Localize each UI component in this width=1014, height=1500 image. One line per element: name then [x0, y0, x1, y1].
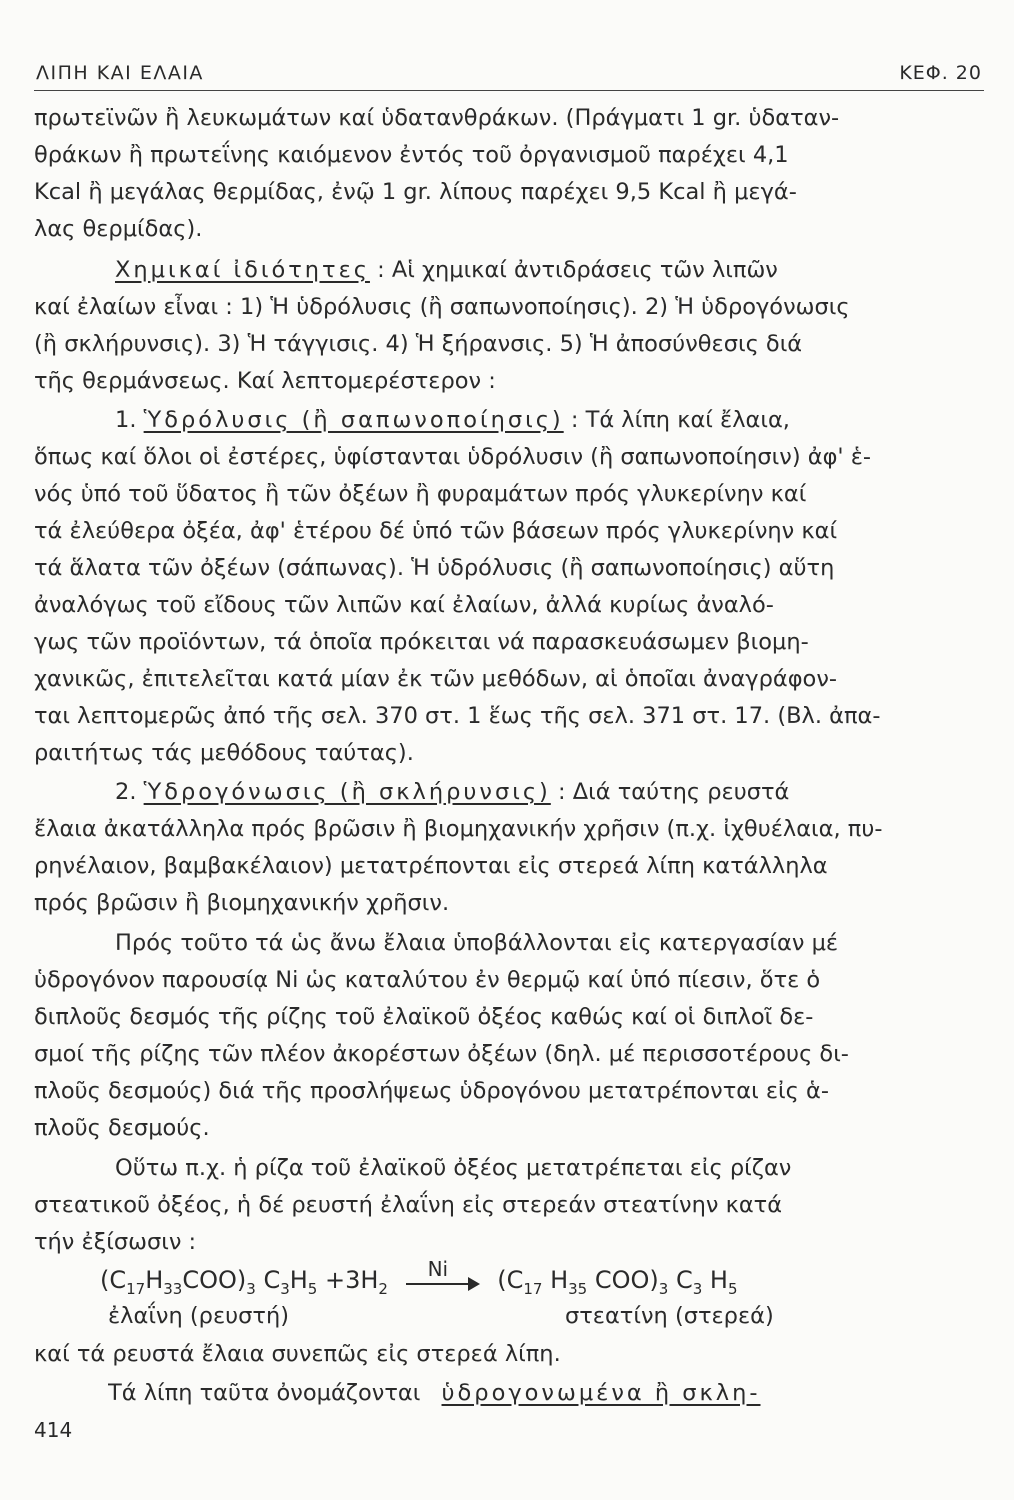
- eq-subscript: 17: [523, 1279, 543, 1298]
- text-line: ἀναλόγως τοῦ εἴδους τῶν λιπῶν καί ἐλαίων, ἀλλά κυρίως ἀναλό-: [34, 592, 774, 618]
- text-line: στεατικοῦ ὀξέος, ἡ δέ ρευστή ἐλαΐνη εἰς στερεάν στεατίνην κατά: [34, 1192, 783, 1218]
- text-line: γως τῶν προϊόντων, τά ὁποῖα πρόκειται νά παρασκευάσωμεν βιομη-: [34, 629, 809, 655]
- chapter-label: ΚΕΦ. 20: [899, 62, 982, 84]
- eq-text: COO): [182, 1266, 247, 1294]
- eq-subscript: 17: [126, 1279, 146, 1298]
- text-line: ρηνέλαιον, βαμβακέλαιον) μετατρέπονται εἰς στερεά λίπη κατάλληλα: [34, 853, 828, 879]
- text-line: τά ἐλεύθερα ὀξέα, ἀφ' ἑτέρου δέ ὑπό τῶν βάσεων πρός γλυκερίνην καί: [34, 518, 838, 544]
- text-line: χανικῶς, ἐπιτελεῖται κατά μίαν ἐκ τῶν μεθόδων, αἱ ὁποῖαι ἀναγράφον-: [34, 666, 838, 692]
- eq-subscript: 5: [727, 1279, 738, 1298]
- subsection-heading: Ὑδρογόνωσις (ἢ σκλήρυνσις): [143, 779, 551, 805]
- text-span: : Αἱ χημικαί ἀντιδράσεις τῶν λιπῶν: [377, 257, 778, 283]
- text-line: καί ἐλαίων εἶναι : 1) Ἡ ὑδρόλυσις (ἢ σαπωνοποίησις). 2) Ἡ ὑδρογόνωσις: [34, 294, 850, 320]
- text-span: : Διά ταύτης ρευστά: [557, 779, 790, 805]
- text-line: ἔλαια ἀκατάλληλα πρός βρῶσιν ἢ βιομηχανικήν χρῆσιν (π.χ. ἰχθυέλαια, πυ-: [34, 816, 883, 842]
- page-number: 414: [34, 1418, 73, 1442]
- subsection-number: 2.: [115, 779, 137, 805]
- section-intro-line: [115, 252, 985, 288]
- subsection-heading: Ὑδρόλυσις (ἢ σαπωνοποίησις): [143, 407, 564, 433]
- eq-text: H: [145, 1266, 164, 1294]
- eq-text: H: [542, 1266, 569, 1294]
- text-line: ραιτήτως τάς μεθόδους ταύτας).: [34, 740, 414, 766]
- eq-text: COO): [587, 1266, 659, 1294]
- text-span: : Τά λίπη καί ἔλαια,: [570, 407, 790, 433]
- text-line: τά ἅλατα τῶν ὀξέων (σάπωνας). Ἡ ὑδρόλυσις (ἢ σαπωνοποίησις) αὕτη: [34, 555, 835, 581]
- text-line: ὅπως καί ὅλοι οἱ ἐστέρες, ὑφίστανται ὑδρόλυσιν (ἢ σαπωνοποίησιν) ἀφ' ἑ-: [34, 444, 872, 470]
- text-line: πλοῦς δεσμούς.: [34, 1115, 210, 1141]
- eq-subscript: 3: [692, 1279, 703, 1298]
- text-line: ται λεπτομερῶς ἀπό τῆς σελ. 370 στ. 1 ἕως τῆς σελ. 371 στ. 17. (Βλ. ἀπα-: [34, 703, 881, 729]
- eq-text: (C: [497, 1266, 524, 1294]
- text-line: τήν ἐξίσωσιν :: [34, 1229, 197, 1255]
- eq-subscript: 33: [163, 1279, 183, 1298]
- text-line: καί τά ρευστά ἔλαια συνεπῶς εἰς στερεά λίπη.: [34, 1341, 561, 1367]
- subsection-line: [115, 402, 985, 438]
- eq-text: C: [255, 1266, 281, 1294]
- text-line: (ἢ σκλήρυνσις). 3) Ἡ τάγγισις. 4) Ἡ ξήρανσις. 5) Ἡ ἀποσύνθεσις διά: [34, 331, 803, 357]
- text-span: Τά λίπη ταῦτα ὀνομάζονται: [108, 1380, 421, 1406]
- running-header: [34, 60, 984, 91]
- text-line: πλοῦς δεσμούς) διά τῆς προσλήψεως ὑδρογόνου μετατρέπονται εἰς ἁ-: [34, 1078, 829, 1104]
- eq-subscript: 35: [568, 1279, 588, 1298]
- section-heading: Χημικαί ἰδιότητες: [115, 257, 370, 283]
- eq-text: H: [289, 1266, 308, 1294]
- text-line: Kcal ἢ μεγάλας θερμίδας, ἐνῷ 1 gr. λίπους παρέχει 9,5 Kcal ἢ μεγά-: [34, 179, 797, 205]
- text-line: τῆς θερμάνσεως. Καί λεπτομερέστερον :: [34, 368, 496, 394]
- header-title: ΛΙΠΗ ΚΑΙ ΕΛΑΙΑ: [36, 62, 204, 84]
- text-line: θράκων ἢ πρωτεΐνης καιόμενον ἐντός τοῦ ὀργανισμοῦ παρέχει 4,1: [34, 142, 789, 168]
- text-line: πρωτεϊνῶν ἢ λευκωμάτων καί ὑδατανθράκων. (Πράγματι 1 gr. ὑδαταν-: [34, 105, 840, 131]
- subsection-number: 1.: [115, 407, 137, 433]
- text-line: πρός βρῶσιν ἢ βιομηχανικήν χρῆσιν.: [34, 890, 450, 916]
- last-line: [108, 1375, 984, 1411]
- eq-subscript: 2: [378, 1279, 388, 1298]
- text-line: διπλοῦς δεσμός τῆς ρίζης τοῦ ἐλαϊκοῦ ὀξέος καθώς καί οἱ διπλοῖ δε-: [34, 1004, 814, 1030]
- text-line: ὑδρογόνον παρουσίᾳ Ni ὡς καταλύτου ἐν θερμῷ καί ὑπό πίεσιν, ὅτε ὁ: [34, 967, 821, 993]
- eq-subscript: 5: [307, 1279, 318, 1298]
- eq-text: (C: [100, 1266, 127, 1294]
- text-line: νός ὑπό τοῦ ὕδατος ἢ τῶν ὀξέων ἢ φυραμάτων πρός γλυκερίνην καί: [34, 481, 807, 507]
- text-line: σμοί τῆς ρίζης τῶν πλέον ἀκορέστων ὀξέων (δηλ. μέ περισσοτέρους δι-: [34, 1041, 849, 1067]
- text-line: λας θερμίδας).: [34, 216, 203, 242]
- eq-subscript: 3: [280, 1279, 290, 1298]
- equation-label-right: στεατίνη (στερεά): [565, 1303, 774, 1329]
- catalyst-label: Ni: [427, 1260, 449, 1281]
- eq-text: H: [702, 1266, 728, 1294]
- eq-text: C: [668, 1266, 693, 1294]
- subsection-line: [115, 774, 985, 810]
- reaction-arrow-icon: [406, 1260, 480, 1291]
- text-line: Πρός τοῦτο τά ὡς ἄνω ἔλαια ὑποβάλλονται εἰς κατεργασίαν μέ: [115, 930, 839, 956]
- eq-subscript: 3: [246, 1279, 256, 1298]
- equation-label-left: ἐλαΐνη (ρευστή): [108, 1303, 289, 1329]
- eq-subscript: 3: [658, 1279, 669, 1298]
- underlined-term: ὑδρογονωμένα ἢ σκλη-: [441, 1380, 761, 1406]
- eq-text: +3H: [317, 1266, 379, 1294]
- text-line: Οὕτω π.χ. ἡ ρίζα τοῦ ἐλαϊκοῦ ὀξέος μετατρέπεται εἰς ρίζαν: [115, 1155, 792, 1181]
